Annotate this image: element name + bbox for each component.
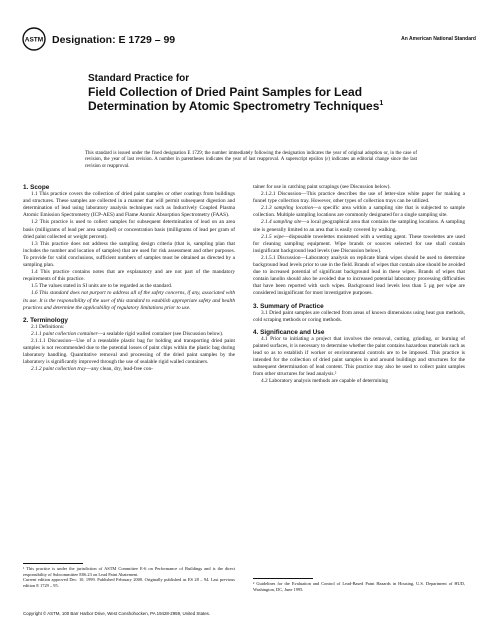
significance-heading: 4. Significance and Use xyxy=(253,328,325,336)
para-2-1-2-1: 2.1.2.1 Discussion—This practice describes the use of letter-size white paper for making a funnel type collection tray. However, other types of collection trays can be utilized. xyxy=(253,191,465,205)
scope-heading: 1. Scope xyxy=(23,184,50,191)
para-4-1: 4.1 Prior to initiating a project that involves the removal, cutting, grinding, or burning of painted surfaces, it is necessary to determine whether the paint contains hazardous materials such as lead so as to establish if worker or environmental controls are to be imposed. This practice is intended for the collection of dried paint samples in and around buildings and structures for the subsequent determination of lead content. This practice may also be used to collect paint samples from other structures for lead analysis.² xyxy=(253,335,465,378)
footnote-rule-left xyxy=(23,563,83,564)
para-4-2: 4.2 Laboratory analysis methods are capable of determining xyxy=(261,378,389,385)
footnote-1: ¹ This practice is under the jurisdiction of ASTM Committee E-6 on Performance of Buildings and is the direct responsibility of Subcommittee E06.23 on Lead Paint Abatement. Current edition approved Dec. 10, 1999. Published February 2000. Originally published as ES 28 – 94. Last previous edition E 1729 – 95. xyxy=(23,566,235,588)
footnote-rule-right xyxy=(253,578,313,579)
left-column xyxy=(23,184,235,373)
para-2-1-2-cont: tainer for use in catching paint scrapings (see Discussion below). xyxy=(253,184,391,190)
right-column xyxy=(253,184,465,386)
document-title xyxy=(88,73,428,113)
para-2-1: 2.1 Definitions: xyxy=(31,323,65,330)
para-2-1-1-1: 2.1.1.1 Discussion—Use of a resealable plastic bag for holding and transporting dried paint samples is not recommended due to the potential losses of paint chips within the plastic bag during laboratory handling. Quantitative removal and processing of the dried paint samples by the laboratory is significantly improved through the use of sealable rigid walled containers. xyxy=(23,337,235,366)
svg-text:ASTM: ASTM xyxy=(24,36,44,44)
para-2-1-1: 2.1.1 paint collection container—a sealable rigid walled container (see Discussion below). xyxy=(31,330,224,337)
para-2-1-3: 2.1.3 sampling location—a specific area within a sampling site that is subjected to sample collection. Multiple sampling locations are commonly designated for a single sampling site. xyxy=(253,205,465,219)
para-2-1-2: 2.1.2 paint collection tray—any clean, dry, lead-free con- xyxy=(31,366,153,373)
terminology-heading: 2. Terminology xyxy=(23,316,68,324)
para-2-1-4: 2.1.4 sampling site—a local geographical area that contains the sampling locations. A sampling site is generally limited to an area that is easily covered by walking. xyxy=(253,219,465,233)
para-1-1: 1.1 This practice covers the collection of dried paint samples or other coatings from buildings and structures. These samples are collected in a manner that will permit subsequent digestion and determination of lead using laboratory analysis techniques such as Inductively Coupled Plasma Atomic Emission Spectrometry (ICP-AES) and Flame Atomic Absorption Spectrometry (FAAS). xyxy=(23,191,235,219)
title-footnote-mark: 1 xyxy=(379,100,384,107)
para-1-2: 1.2 This practice is used to collect samples for subsequent determination of lead on an area basis (milligrams of lead per area sampled) or concentration basis (milligrams of lead per gram of dried paint collected or weight percent). xyxy=(23,219,235,240)
title-line-1: Standard Practice for xyxy=(88,73,190,84)
para-1-5: 1.5 The values stated in SI units are to be regarded as the standard. xyxy=(31,283,173,290)
title-line-3: Determination by Atomic Spectrometry Techniques$^1$ xyxy=(88,99,384,113)
title-line-2: Field Collection of Dried Paint Samples for Lead xyxy=(88,85,363,99)
para-3-1: 3.1 Dried paint samples are collected from areas of known dimensions using heat gun methods, cold scraping methods or coring methods. xyxy=(253,309,465,323)
para-1-3: 1.3 This practice does not address the sampling design criteria (that is, sampling plan that includes the number and location of samples) that are used for risk assessment and other purposes. To provide for valid conclusions, sufficient numbers of samples must be obtained as directed by a sampling plan. xyxy=(23,240,235,269)
footnote-2: ² Guidelines for the Evaluation and Control of Lead-Based Paint Hazards in Housing, U.S. Department of HUD, Washington, DC, June 1995. xyxy=(253,581,465,592)
national-standard-label: An American National Standard xyxy=(401,36,476,42)
para-1-4: 1.4 This practice contains notes that are explanatory and are not part of the mandatory requirements of this practice. xyxy=(23,269,235,283)
para-2-1-5: 2.1.5 wipe—disposable towelettes moistened with a wetting agent. These towelettes are used for cleaning sampling equipment. Wipe brands or sources selected for use shall contain insignificant background lead levels (see Discussion below). xyxy=(253,233,465,254)
designation: Designation: E 1729 – 99 xyxy=(52,34,176,46)
summary-heading: 3. Summary of Practice xyxy=(253,302,324,310)
astm-logo xyxy=(22,26,46,52)
copyright-line: Copyright © ASTM, 100 Barr Harbor Drive, West Conshohocken, PA 19428-2959, United States. xyxy=(23,611,211,616)
issuance-note: This standard is issued under the fixed designation E 1729; the number immediately following the designation indicates the year of original adoption or, in the case of revision, the year of last revision. A number in parentheses indicates the year of last reapproval. A superscript epsilon (ε) indicates an editorial change since the last revision or reapproval. xyxy=(85,151,417,169)
para-2-1-5-1: 2.1.5.1 Discussion—Laboratory analysis on replicate blank wipes should be used to determine background lead levels prior to use in the field. Brands of wipes that contain aloe should be avoided due to increased potential of significant background lead in these wipes. Brands of wipes that contain lanolin should also be avoided due to increased potential laboratory processing difficulties that have been reported with such wipes. Background lead levels less than 5 µg per wipe are considered insignificant for most investigative purposes. xyxy=(253,254,465,297)
para-1-6: 1.6 This standard does not purport to address all of the safety concerns, if any, associated with its use. It is the responsibility of the user of this standard to establish appropriate safety and health practices and determine the applicability of regulatory limitations prior to use. xyxy=(23,290,235,311)
